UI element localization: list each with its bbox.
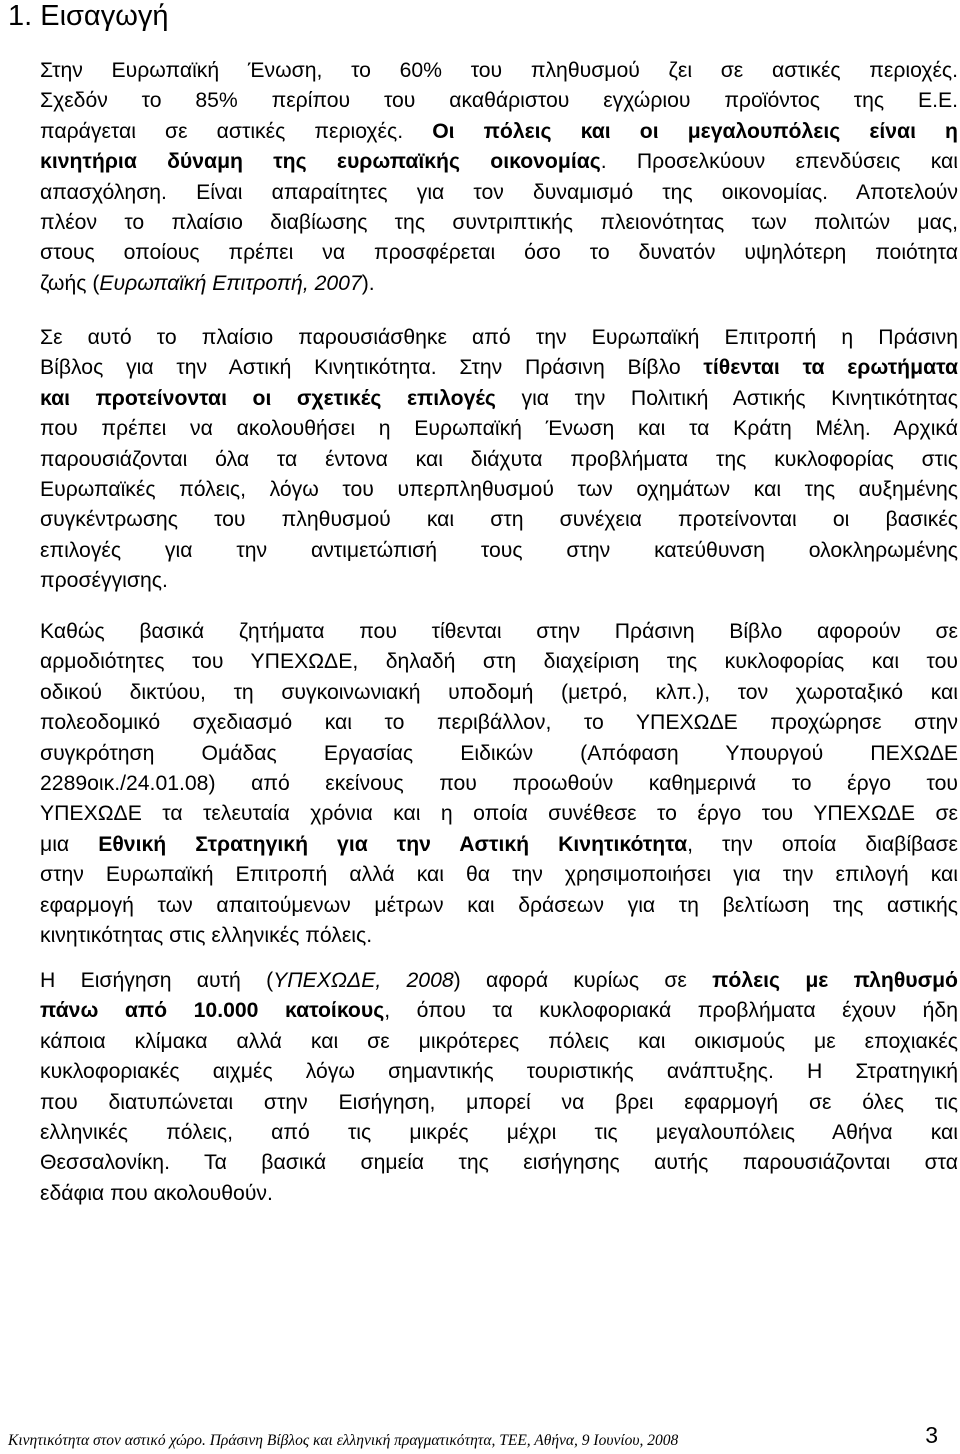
paragraph-2-line-3 (40, 384, 958, 414)
text-run: παράγεται σε αστικές περιοχές. (40, 119, 433, 143)
text-run: , όπου τα κυκλοφοριακά προβλήματα έχουν ήδη (384, 999, 958, 1023)
paragraph-3-line-11: κινητικότητας στις ελληνικές πόλεις. (40, 923, 373, 947)
paragraph-1-line-4 (40, 147, 958, 177)
paragraph-4-line-6: ελληνικές πόλεις, από τις μικρές μέχρι τις μεγαλουπόλεις Αθήνα και (40, 1120, 958, 1144)
bold-text-run: κινητήρια δύναμη της ευρωπαϊκής οικονομίας (40, 150, 601, 174)
paragraph-3-line-9: στην Ευρωπαϊκή Επιτροπή αλλά και θα την χρησιμοποιήσει για την επιλογή και (40, 863, 958, 887)
paragraph-2-line-2 (40, 353, 958, 383)
paragraph-3-line-4: πολεοδομικό σχεδιασμό και το περιβάλλον, το ΥΠΕΧΩΔΕ προχώρησε στην (40, 711, 958, 735)
paragraph-3-line-5: συγκρότηση Ομάδας Εργασίας Ειδικών (Απόφαση Υπουργού ΠΕΧΩΔΕ (40, 741, 958, 765)
paragraph-4-line-8: εδάφια που ακολουθούν. (40, 1181, 273, 1205)
paragraph-3-line-3: οδικού δικτύου, τη συγκοινωνιακή υποδομή (μετρό, κλπ.), τον χωροταξικό και (40, 680, 958, 704)
bold-text-run: Οι πόλεις και οι μεγαλουπόλεις είναι η (432, 119, 958, 143)
paragraph-2-line-8: επιλογές για την αντιμετώπισή τους στην κατεύθυνση ολοκληρωμένης (40, 538, 958, 562)
text-run: Βίβλος για την Αστική Κινητικότητα. Στην Πράσινη Βίβλο (40, 356, 704, 380)
text-run: , την οποία διαβίβασε (687, 832, 958, 856)
text-run: Η Εισήγηση αυτή ( (40, 969, 274, 992)
paragraph-3 (40, 617, 958, 951)
citation: Ευρωπαϊκή Επιτροπή, 2007 (99, 271, 362, 295)
paragraph-1-line-5: απασχόληση. Είναι απαραίτητες για τον δυναμισμό της οικονομίας. Αποτελούν (40, 180, 958, 204)
text-run: ). (361, 271, 375, 295)
paragraph-4-line-7: Θεσσαλονίκη. Τα βασικά σημεία της εισήγησης αυτής παρουσιάζονται στα (40, 1151, 958, 1175)
paragraph-3-line-2: αρμοδιότητες του ΥΠΕΧΩΔΕ, δηλαδή στη διαχείριση της κυκλοφορίας και του (40, 650, 958, 674)
page-number: 3 (925, 1422, 938, 1448)
text-run: . Προσελκύουν επενδύσεις και (600, 150, 958, 174)
paragraph-2-line-6: Ευρωπαϊκές πόλεις, λόγω του υπερπληθυσμού των οχημάτων και της αυξημένης (40, 477, 958, 501)
paragraph-3-line-10: εφαρμογή των απαιτούμενων μέτρων και δράσεων για τη βελτίωση της αστικής (40, 893, 958, 917)
footer-text: Κινητικότητα στον αστικό χώρο. Πράσινη Βίβλος και ελληνική πραγματικότητα, ΤΕΕ, Αθήνα, 9 Ιουνίου, 2008 (8, 1432, 679, 1449)
citation: ΥΠΕΧΩΔΕ, 2008 (273, 969, 454, 992)
paragraph-2 (40, 323, 958, 597)
section-heading: 1. Εισαγωγή (8, 0, 169, 32)
bold-text-run: τίθενται τα ερωτήματα (703, 356, 958, 380)
paragraph-4-line-4: κυκλοφοριακές αιχμές λόγω σημαντικής τουριστικής ανάπτυξης. Η Στρατηγική (40, 1060, 958, 1084)
paragraph-1-line-2: Σχεδόν το 85% περίπου του ακαθάριστου εγχώριου προϊόντος της Ε.Ε. (40, 89, 958, 113)
paragraph-4-line-5: που διατυπώνεται στην Εισήγηση, μπορεί να βρει εφαρμογή σε όλες τις (40, 1090, 958, 1114)
bold-text-run: Εθνική Στρατηγική για την Αστική Κινητικότητα (98, 832, 688, 856)
bold-text-run: και προτείνονται οι σχετικές επιλογές (40, 386, 496, 410)
paragraph-4 (40, 966, 958, 1209)
text-run: ) αφορά κυρίως σε (453, 969, 713, 992)
paragraph-3-line-6: 2289οικ./24.01.08) από εκείνους που προωθούν καθημερινά το έργο του (40, 771, 958, 795)
paragraph-1-line-3 (40, 117, 958, 147)
paragraph-2-line-7: συγκέντρωσης του πληθυσμού και στη συνέχεια προτείνονται οι βασικές (40, 508, 958, 532)
paragraph-1-line-1: Στην Ευρωπαϊκή Ένωση, το 60% του πληθυσμού ζει σε αστικές περιοχές. (40, 59, 958, 82)
paragraph-3-line-8 (40, 830, 958, 860)
text-run: μια (40, 832, 99, 856)
text-run: για την Πολιτική Αστικής Κινητικότητας (495, 386, 958, 410)
text-run: ζωής ( (40, 271, 100, 295)
paragraph-4-line-2 (40, 996, 958, 1026)
paragraph-3-line-7: ΥΠΕΧΩΔΕ τα τελευταία χρόνια και η οποία συνέθεσε το έργο του ΥΠΕΧΩΔΕ σε (40, 802, 958, 826)
bold-text-run: πάνω από 10.000 κατοίκους (40, 999, 385, 1023)
paragraph-2-line-4: που πρέπει να ακολουθήσει η Ευρωπαϊκή Ένωση και τα Κράτη Μέλη. Αρχικά (40, 417, 958, 441)
paragraph-4-line-3: κάποια κλίμακα αλλά και σε μικρότερες πόλεις και οικισμούς με εποχιακές (40, 1029, 958, 1053)
paragraph-3-line-1: Καθώς βασικά ζητήματα που τίθενται στην Πράσινη Βίβλο αφορούν σε (40, 620, 958, 643)
paragraph-1 (40, 56, 958, 299)
paragraph-1-line-8 (40, 269, 958, 299)
page-footer (8, 1422, 956, 1454)
paragraph-2-line-5: παρουσιάζονται όλα τα έντονα και διάχυτα προβλήματα της κυκλοφορίας στις (40, 447, 958, 471)
paragraph-1-line-7: στους οποίους πρέπει να προσφέρεται όσο το δυνατόν υψηλότερη ποιότητα (40, 241, 958, 265)
paragraph-2-line-9: προσέγγισης. (40, 569, 168, 593)
paragraph-1-line-6: πλέον το πλαίσιο διαβίωσης της συντριπτικής πλειονότητας των πολιτών μας, (40, 210, 958, 234)
paragraph-4-line-1 (40, 966, 958, 996)
paragraph-2-line-1: Σε αυτό το πλαίσιο παρουσιάσθηκε από την Ευρωπαϊκή Επιτροπή η Πράσινη (40, 326, 958, 349)
bold-text-run: πόλεις με πληθυσμό (712, 969, 958, 992)
